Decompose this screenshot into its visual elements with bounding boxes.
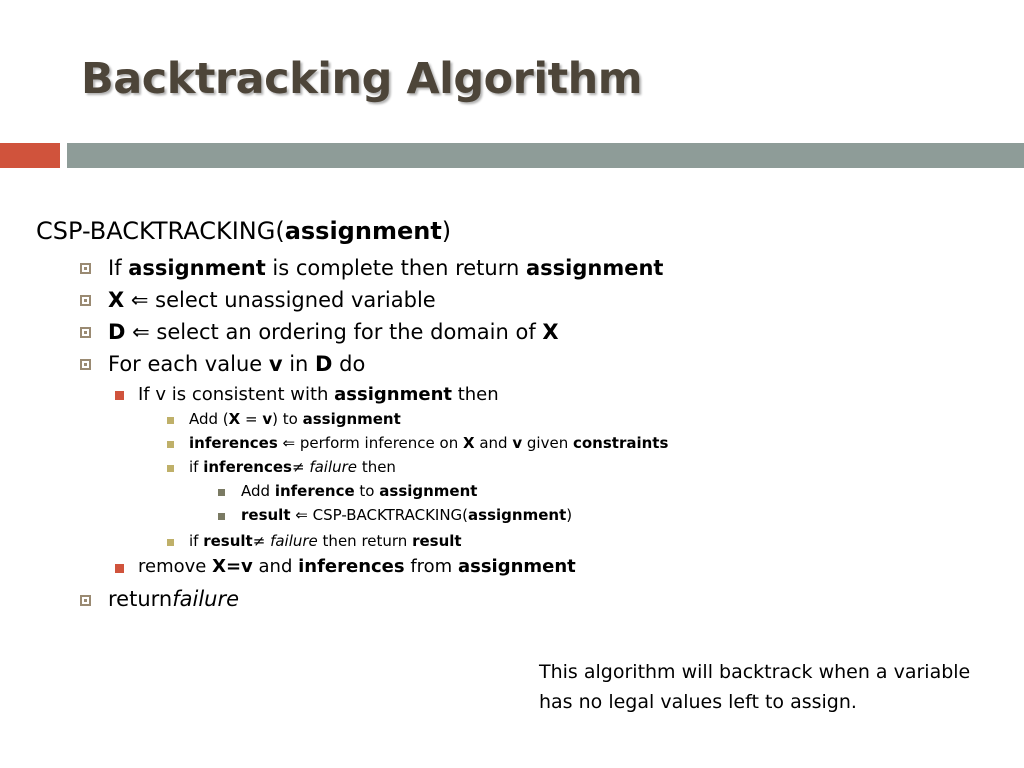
- pseudocode-line: If assignment is complete then return assignment: [108, 256, 664, 280]
- pseudocode-line: returnfailure: [108, 587, 240, 611]
- bullet-gray-square-icon: [218, 489, 225, 496]
- bullet-red-square-icon: [115, 564, 124, 573]
- bullet-square-icon: [80, 595, 91, 606]
- pseudocode-line: if result≠ failure then return result: [189, 532, 462, 550]
- pseudocode-line: X ⇐ select unassigned variable: [108, 288, 436, 312]
- left-arrow-icon: ⇐: [125, 320, 157, 344]
- bullet-square-icon: [80, 263, 91, 274]
- pseudocode-header: CSP-BACKTRACKING(assignment): [36, 217, 452, 245]
- pseudocode-line: inferences ⇐ perform inference on X and v given constraints: [189, 434, 669, 452]
- pseudocode-line: if inferences≠ failure then: [189, 458, 396, 476]
- pseudocode-line: Add (X = v) to assignment: [189, 410, 401, 428]
- pseudocode-line: D ⇐ select an ordering for the domain of X: [108, 320, 559, 344]
- algorithm-note: This algorithm will backtrack when a variable has no legal values left to assign.: [539, 661, 971, 713]
- bullet-olive-square-icon: [167, 417, 174, 424]
- bullet-olive-square-icon: [167, 465, 174, 472]
- pseudocode-line: Add inference to assignment: [241, 482, 478, 500]
- bullet-square-icon: [80, 295, 91, 306]
- left-arrow-icon: ⇐: [290, 506, 313, 524]
- pseudocode-line: If v is consistent with assignment then: [138, 384, 499, 405]
- slide-title: Backtracking Algorithm: [81, 54, 643, 104]
- bullet-olive-square-icon: [167, 441, 174, 448]
- not-equal-icon: ≠: [252, 532, 271, 550]
- pseudocode-line: For each value v in D do: [108, 352, 366, 376]
- left-arrow-icon: ⇐: [277, 434, 300, 452]
- pseudocode-line: result ⇐ CSP-BACKTRACKING(assignment): [241, 506, 573, 524]
- bullet-olive-square-icon: [167, 539, 174, 546]
- not-equal-icon: ≠: [291, 458, 310, 476]
- left-arrow-icon: ⇐: [124, 288, 156, 312]
- accent-bar-red: [0, 143, 60, 168]
- pseudocode-line: remove X=v and inferences from assignment: [138, 556, 576, 577]
- bullet-square-icon: [80, 359, 91, 370]
- bullet-square-icon: [80, 327, 91, 338]
- bullet-gray-square-icon: [218, 513, 225, 520]
- accent-bar-gray: [67, 143, 1024, 168]
- bullet-red-square-icon: [115, 391, 124, 400]
